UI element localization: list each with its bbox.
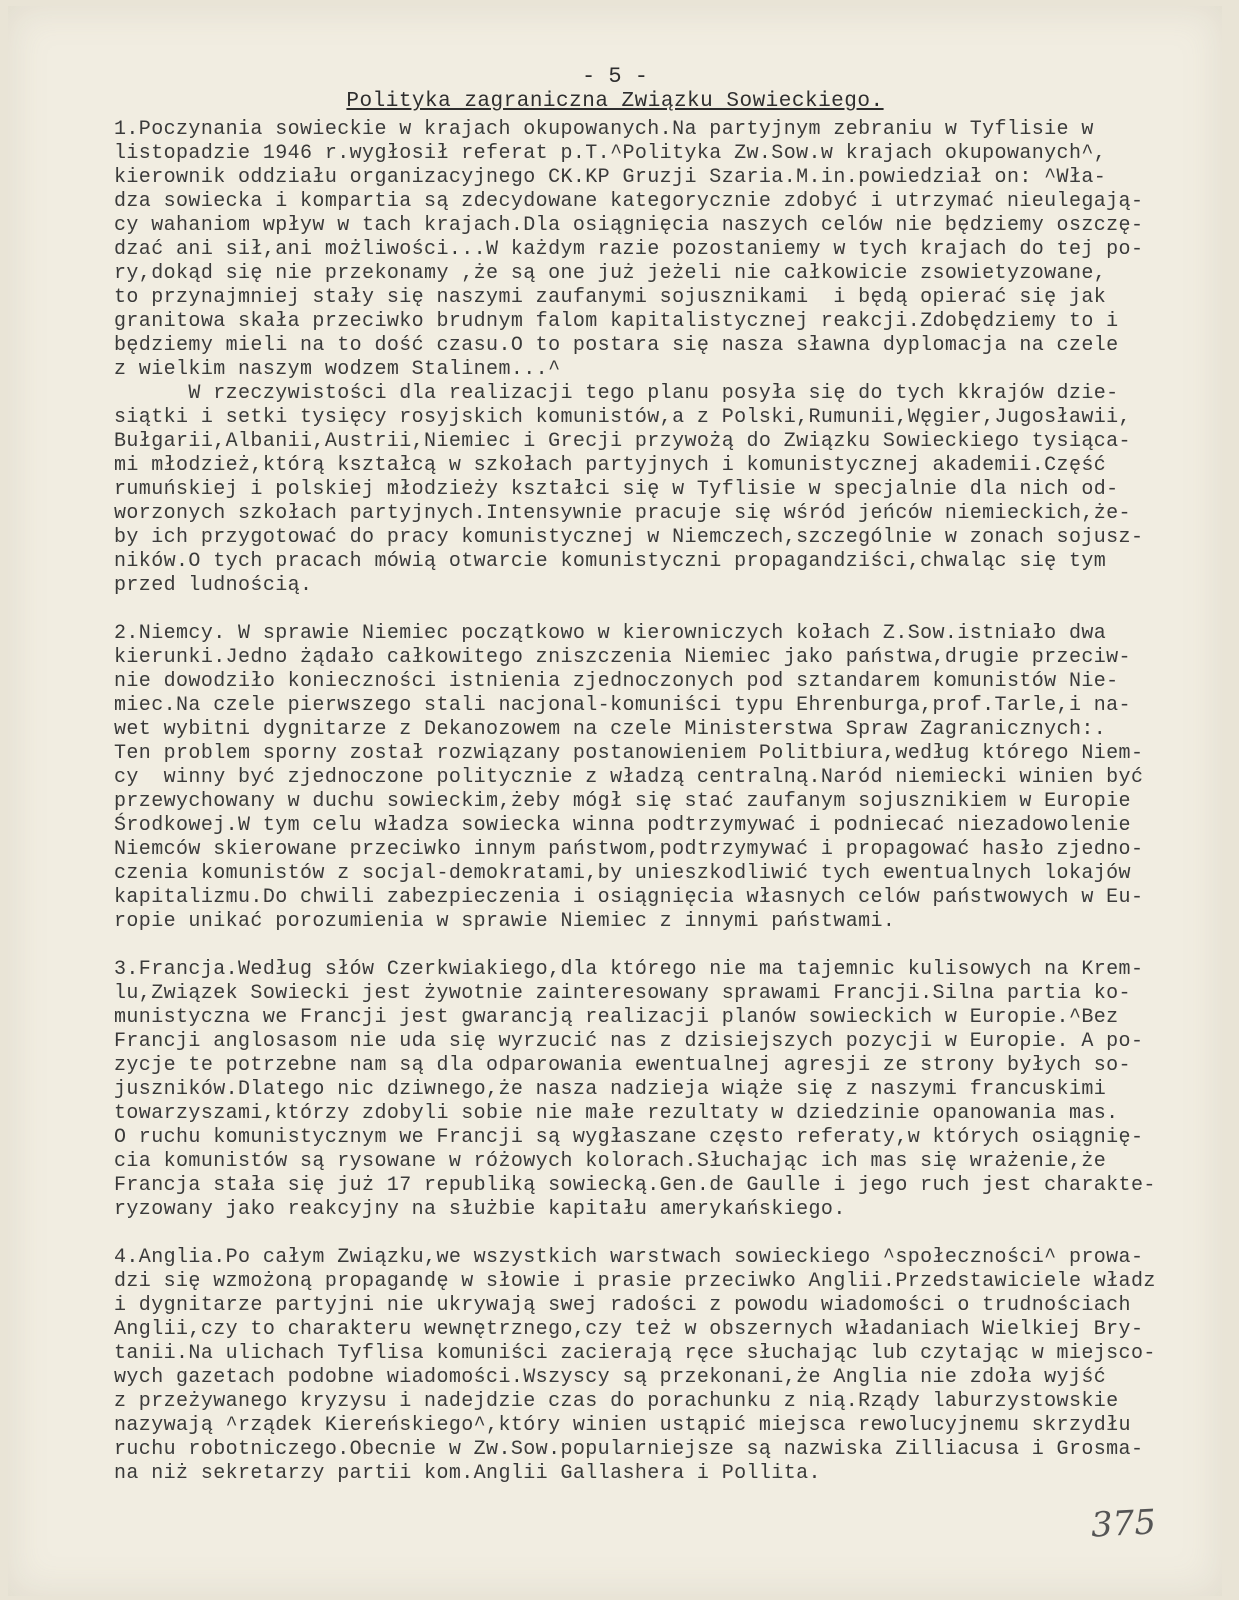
text-line: munistyczna we Francji jest gwarancją realizacji planów sowieckich w Europie.^Bez [114,1006,1119,1029]
text-line: przed ludnością. [114,574,313,597]
text-line: lu,Związek Sowiecki jest żywotnie zainteresowany sprawami Francji.Silna partia ko- [114,982,1131,1005]
text-line: granitowa skała przeciwko brudnym falom kapitalistycznej reakcji.Zdobędziemy to i [114,310,1119,333]
text-line: siątki i setki tysięcy rosyjskich komunistów,a z Polski,Rumunii,Węgier,Jugosławii, [114,406,1131,429]
text-line: dzać ani sił,ani możliwości...W każdym razie pozostaniemy w tych krajach do tej po- [114,238,1144,261]
text-line: mi młodzież,którą kształcą w szkołach partyjnych i komunistycznej akademii.Część [114,454,1107,477]
text-line: wych gazetach podobne wiadomości.Wszyscy są przekonani,że Anglia nie zdoła wyjść [114,1366,1107,1389]
handwritten-archive-number: 375 [1089,1502,1157,1546]
text-line: wet wybitni dygnitarze z Dekanozowem na czele Ministerstwa Spraw Zagranicznych:. [114,718,1107,741]
text-line: nazywają ^rządek Kiereńskiego^,który winien ustąpić miejsca rewolucyjnemu skrzydłu [114,1414,1131,1437]
text-line: kapitalizmu.Do chwili zabezpieczenia i osiągnięcia własnych celów państwowych w Eu- [114,886,1144,909]
text-line: będziemy mieli na to dość czasu.O to postara się nasza sławna dyplomacja na czele [114,334,1119,357]
text-line: cy wahaniom wpływ w tach krajach.Dla osiągnięcia naszych celów nie będziemy oszczę- [114,214,1144,237]
archive-watermark: ​ [634,573,682,641]
text-line: listopadzie 1946 r.wygłosił referat p.T.^Polityka Zw.Sow.w krajach okupowanych^, [114,142,1107,165]
section-poczynania [114,118,1199,598]
text-line: czenia komunistów z socjal-demokratami,by unieszkodliwić tych ewentualnych lokajów [114,862,1131,885]
page-number: - 5 - [581,64,648,89]
text-line: z wielkim naszym wodzem Stalinem...^ [114,358,561,381]
section-anglia [114,1246,1199,1486]
text-line: i dygnitarze partyjni nie ukrywają swej radości z powodu wiadomości o trudnościach [114,1294,1131,1317]
text-line: cia komunistów są rysowane w różowych kolorach.Słuchając ich mas się wrażenie,że [114,1150,1107,1173]
text-line: by ich przygotować do pracy komunistycznej w Niemczech,szczególnie w zonach sojusz- [114,526,1144,549]
text-line: Niemców skierowane przeciwko innym państwom,podtrzymywać i propagować hasło zjedno- [114,838,1144,861]
document-title: Polityka zagraniczna Związku Sowieckiego. [346,90,884,113]
text-line: miec.Na czele pierwszego stali nacjonal-komuniści typu Ehrenburga,prof.Tarle,i na- [114,694,1131,717]
text-line: kierunki.Jedno żądało całkowitego zniszczenia Niemiec jako państwa,drugie przeciw- [114,646,1131,669]
text-line: O ruchu komunistycznym we Francji są wygłaszane często referaty,w których osiągnię- [114,1126,1144,1149]
text-line: Środkowej.W tym celu władza sowiecka winna podtrzymywać i podniecać niezadowolenie [114,814,1131,837]
text-line: nie dowodziło konieczności istnienia zjednoczonych pod sztandarem komunistów Nie- [114,670,1119,693]
text-line: 3.Francja.Według słów Czerkwiakiego,dla którego nie ma tajemnic kulisowych na Krem- [114,958,1144,981]
text-line: cy winny być zjednoczone politycznie z władzą centralną.Naród niemiecki winien być [114,766,1144,789]
text-line: kierownik oddziału organizacyjnego CK.KP Gruzji Szaria.M.in.powiedział on: ^Wła- [114,166,1107,189]
text-line: towarzyszami,którzy zdobyli sobie nie małe rezultaty w dziedzinie opanowania mas. [114,1102,1119,1125]
text-line: Anglii,czy to charakteru wewnętrznego,czy też w obszernych władaniach Wielkiej Bry- [114,1318,1144,1341]
section-niemcy [114,622,1199,934]
text-line: ruchu robotniczego.Obecnie w Zw.Sow.popularniejsze są nazwiska Zilliacusa i Grosma- [114,1438,1144,1461]
text-line: Bułgarii,Albanii,Austrii,Niemiec i Grecji przywożą do Związku Sowieckiego tysiąca- [114,430,1131,453]
text-line: przewychowany w duchu sowieckim,żeby mógł się stać zaufanym sojusznikiem w Europie [114,790,1131,813]
text-line: dza sowiecka i kompartia są zdecydowane kategorycznie zdobyć i utrzymać nieulegają- [114,190,1144,213]
text-line: to przynajmniej stały się naszymi zaufanymi sojusznikami i będą opierać się jak [114,286,1107,309]
text-line: 1.Poczynania sowieckie w krajach okupowanych.Na partyjnym zebraniu w Tyflisie w [114,118,1094,141]
text-line: na niż sekretarzy partii kom.Anglii Gallashera i Pollita. [114,1462,821,1485]
text-line: 4.Anglia.Po całym Związku,we wszystkich warstwach sowieckiego ^społeczności^ prowa- [114,1246,1144,1269]
text-line: tanii.Na ulichach Tyflisa komuniści zacierają ręce słuchając lub czytając w miejsco- [114,1342,1156,1365]
text-line: z przeżywanego kryzysu i nadejdzie czas do porachunku z nią.Rządy laburzystowskie [114,1390,1119,1413]
document-page [8,6,1222,1596]
text-line: ry,dokąd się nie przekonamy ,że są one już jeżeli nie całkowicie zsowietyzowane, [114,262,1107,285]
text-line: ryzowany jako reakcyjny na służbie kapitału amerykańskiego. [114,1198,846,1221]
text-line: W rzeczywistości dla realizacji tego planu posyła się do tych kkrajów dzie- [114,382,1119,405]
text-line: zycje te potrzebne nam są dla odparowania ewentualnej agresji ze strony byłych so- [114,1054,1131,1077]
text-line: juszników.Dlatego nic dziwnego,że nasza nadzieja wiąże się z naszymi francuskimi [114,1078,1107,1101]
text-line: 2.Niemcy. W sprawie Niemiec początkowo w kierowniczych kołach Z.Sow.istniało dwa [114,622,1107,645]
text-line: Francji anglosasom nie uda się wyrzucić nas z dzisiejszych pozycji w Europie. A po- [114,1030,1144,1053]
text-line: Francja stała się już 17 republiką sowiecką.Gen.de Gaulle i jego ruch jest charakte- [114,1174,1156,1197]
text-line: dzi się wzmożoną propagandę w słowie i prasie przeciwko Anglii.Przedstawiciele władz [114,1270,1156,1293]
text-line: ropie unikać porozumienia w sprawie Niemiec z innymi państwami. [114,910,896,933]
section-francja [114,958,1199,1222]
document-body [114,118,1199,1510]
text-line: rumuńskiej i polskiej młodzieży kształci się w Tyflisie w specjalnie dla nich od- [114,478,1119,501]
text-line: worzonych szkołach partyjnych.Intensywnie pracuje się wśród jeńców niemieckich,że- [114,502,1131,525]
text-line: Ten problem sporny został rozwiązany postanowieniem Politbiura,według którego Niem- [114,742,1144,765]
text-line: ników.O tych pracach mówią otwarcie komunistyczni propagandziści,chwaląc się tym [114,550,1107,573]
